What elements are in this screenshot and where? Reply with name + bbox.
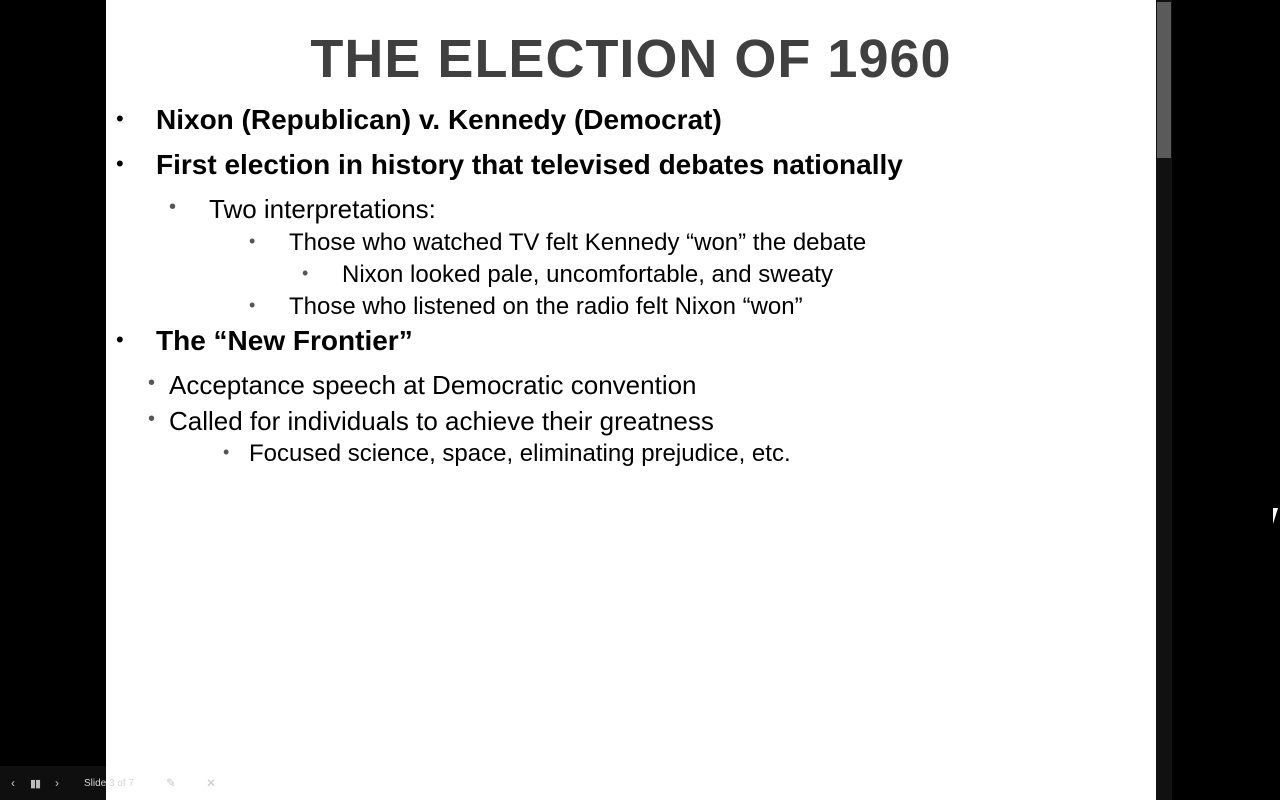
- bullet-text: Called for individuals to achieve their greatness: [169, 406, 714, 436]
- bullet-text: Nixon (Republican) v. Kennedy (Democrat): [156, 104, 722, 135]
- bullet-text: Nixon looked pale, uncomfortable, and sweaty: [342, 261, 833, 288]
- slideshow-toolbar: [0, 766, 236, 800]
- bullet-text: Those who watched TV felt Kennedy “won” the debate: [289, 229, 867, 256]
- chevron-left-icon[interactable]: ‹: [11, 776, 15, 790]
- bullet-marker: •: [148, 408, 156, 430]
- bullet-marker: •: [302, 263, 309, 283]
- bullet-marker: •: [249, 231, 256, 251]
- slide-title: THE ELECTION OF 1960: [310, 29, 952, 89]
- bullet-text: Focused science, space, eliminating prejudice, etc.: [249, 440, 791, 467]
- chevron-right-icon[interactable]: ›: [55, 776, 59, 790]
- bullet-text: Acceptance speech at Democratic convention: [169, 370, 697, 400]
- scrollbar-thumb[interactable]: [1157, 2, 1171, 158]
- bullet-marker: •: [116, 151, 124, 176]
- mouse-cursor-icon: [1273, 508, 1278, 524]
- close-icon[interactable]: ✕: [206, 776, 217, 790]
- slide-counter: Slide 3 of 7: [84, 777, 135, 789]
- bullet-text: First election in history that televised debates nationally: [156, 149, 903, 180]
- pen-icon[interactable]: ✎: [166, 776, 177, 790]
- bullet-text: Two interpretations:: [209, 194, 436, 224]
- slide-canvas: [106, 0, 1156, 800]
- bullet-marker: •: [116, 327, 124, 352]
- bullet-marker: •: [169, 196, 177, 218]
- bullet-text: The “New Frontier”: [156, 325, 413, 356]
- bullet-marker: •: [116, 106, 124, 131]
- bullet-marker: •: [148, 372, 156, 394]
- bullet-marker: •: [249, 295, 256, 315]
- pause-icon[interactable]: ▮▮: [29, 777, 41, 790]
- bullet-marker: •: [223, 442, 230, 462]
- bullet-text: Those who listened on the radio felt Nixon “won”: [289, 293, 803, 320]
